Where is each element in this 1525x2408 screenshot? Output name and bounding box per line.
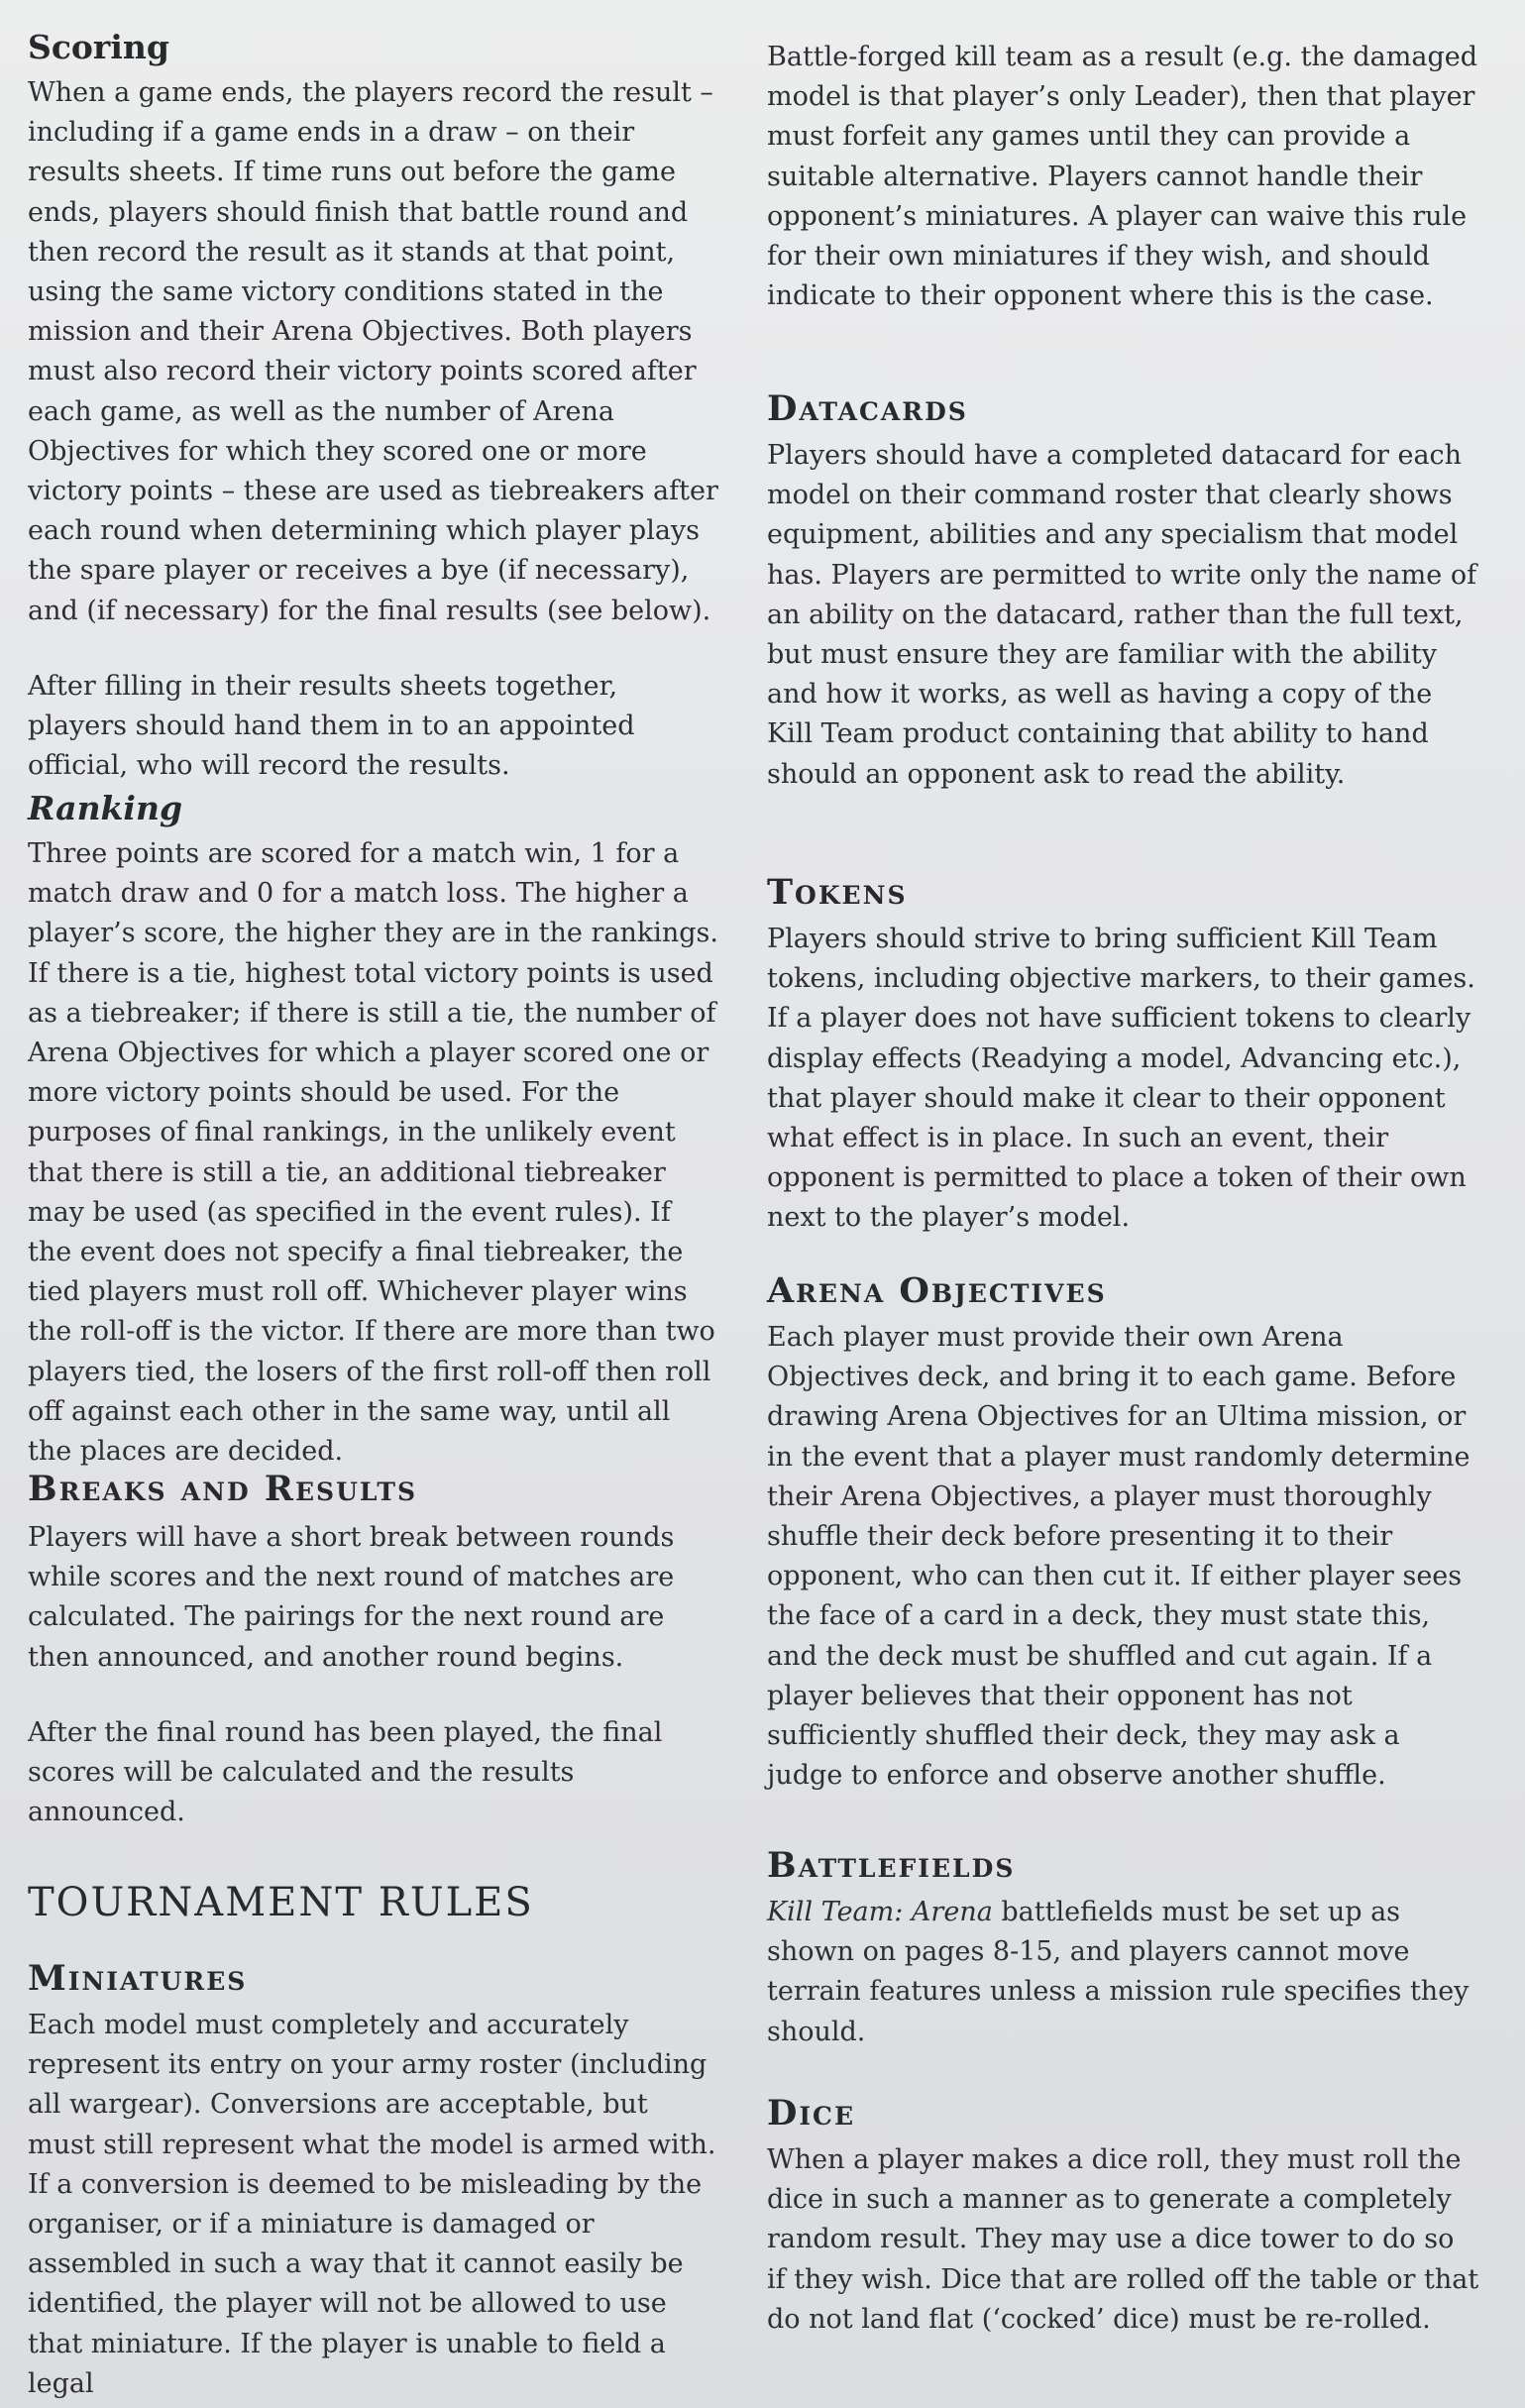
section-tournament-rules <box>28 1879 721 1926</box>
miniatures-continued-paragraph: Battle-forged kill team as a result (e.g. the damaged model is that player’s only Leader), then that player must forfeit any games until they can provide a suitable alternative. Players cannot handle their opponent’s miniatures. A player can waive this rule for their own miniatures if they wish, and should indicate to their opponent where this is the case. <box>767 42 1478 312</box>
kill-team-arena-title: Kill Team: Arena <box>767 1897 993 1927</box>
datacards-paragraph: Players should have a completed datacard for each model on their command roster that clearly shows equipment, abilities and any specialism that model has. Players are permitted to write only the name of an ability on the datacard, rather than the full text, but must ensure they are familiar with the ability and how it works, as well as having a copy of the Kill Team product containing that ability to hand should an opponent ask to read the ability. <box>767 440 1477 790</box>
arena-objectives-paragraph: Each player must provide their own Arena Objectives deck, and bring it to each game. Before drawing Arena Objectives for an Ultima mission, or in the event that a player must randomly determine their Arena Objectives, a player must thoroughly shuffle their deck before presenting it to their opponent, who can then cut it. If either player sees the face of a card in a deck, they must state this, and the deck must be shuffled and cut again. If a player believes that their opponent has not sufficiently shuffled their deck, they may ask a judge to enforce and observe another shuffle. <box>767 1322 1471 1792</box>
breaks-paragraph-2: After the final round has been played, the final scores will be calculated and the results announced. <box>28 1716 663 1828</box>
battlefields-heading: Battlefields <box>767 1845 1016 1886</box>
section-battlefields <box>767 1845 1480 2052</box>
battlefields-paragraph <box>767 1893 1480 2052</box>
section-arena-objectives <box>767 1270 1480 1796</box>
miniatures-paragraph: Each model must completely and accurately represent its entry on your army roster (including all wargear). Conversions are acceptable, but must still represent what the model is armed with. If a conversion is deemed to be misleading by the organiser, or if a miniature is damaged or assembled in such a way that it cannot easily be identified, the player will not be allowed to use that miniature. If the player is unable to field a legal <box>28 2010 716 2399</box>
section-breaks-and-results <box>28 1469 721 1832</box>
ranking-heading: Ranking <box>28 789 183 827</box>
section-scoring <box>28 28 721 786</box>
datacards-heading: Datacards <box>767 388 968 429</box>
scoring-paragraph-2: After filling in their results sheets together, players should hand them in to an appointed official, who will record the results. <box>28 670 635 782</box>
battlefields-text: battlefields must be set up as shown on pages 8-15, and players cannot move terrain features unless a mission rule specifies they should. <box>767 1897 1470 2047</box>
section-miniatures-continued <box>767 38 1480 316</box>
dice-heading: Dice <box>767 2093 855 2134</box>
section-dice <box>767 2093 1480 2340</box>
tournament-rules-heading: TOURNAMENT RULES <box>28 1880 534 1925</box>
breaks-paragraph-1: Players will have a short break between rounds while scores and the next round of matches are calculated. The pairings for the next round are then announced, and another round begins. <box>28 1522 675 1673</box>
section-miniatures <box>28 1958 721 2404</box>
section-datacards <box>767 388 1480 795</box>
arena-objectives-heading: Arena Objectives <box>767 1270 1107 1311</box>
section-tokens <box>767 872 1480 1239</box>
tokens-paragraph: Players should strive to bring sufficient Kill Team tokens, including objective markers, to their games. If a player does not have sufficient tokens to clearly display effects (Readying a model, Advancing etc.), that player should make it clear to their opponent what effect is in place. In such an event, their opponent is permitted to place a token of their own next to the player’s model. <box>767 924 1475 1234</box>
tokens-heading: Tokens <box>767 872 908 913</box>
section-ranking <box>28 789 721 1472</box>
ranking-paragraph: Three points are scored for a match win, 1 for a match draw and 0 for a match loss. The higher a player’s score, the higher they are in the rankings. If there is a tie, highest total victory points is used as a tiebreaker; if there is still a tie, the number of Arena Objectives for which a player scored one or more victory points should be used. For the purposes of final rankings, in the unlikely event that there is still a tie, an additional tiebreaker may be used (as specified in the event rules). If the event does not specify a final tiebreaker, the tied players must roll off. Whichever player wins the roll-off is the victor. If there are more than two players tied, the losers of the first roll-off then roll off against each other in the same way, until all the places are decided. <box>28 838 718 1468</box>
miniatures-heading: Miniatures <box>28 1958 248 1999</box>
scoring-heading: Scoring <box>28 28 169 66</box>
scoring-paragraph-1: When a game ends, the players record the result – including if a game ends in a draw – on their results sheets. If time runs out before the game ends, players should finish that battle round and then record the result as it stands at that point, using the same victory conditions stated in the mission and their Arena Objectives. Both players must also record their victory points scored after each game, as well as the number of Arena Objectives for which they scored one or more victory points – these are used as tiebreakers after each round when determining which player plays the spare player or receives a bye (if necessary), and (if necessary) for the final results (see below). <box>28 77 718 626</box>
dice-paragraph: When a player makes a dice roll, they must roll the dice in such a manner as to generate a completely random result. They may use a dice tower to do so if they wish. Dice that are rolled off the table or that do not land flat (‘cocked’ dice) must be re-rolled. <box>767 2144 1479 2335</box>
breaks-heading: Breaks and Results <box>28 1469 418 1509</box>
